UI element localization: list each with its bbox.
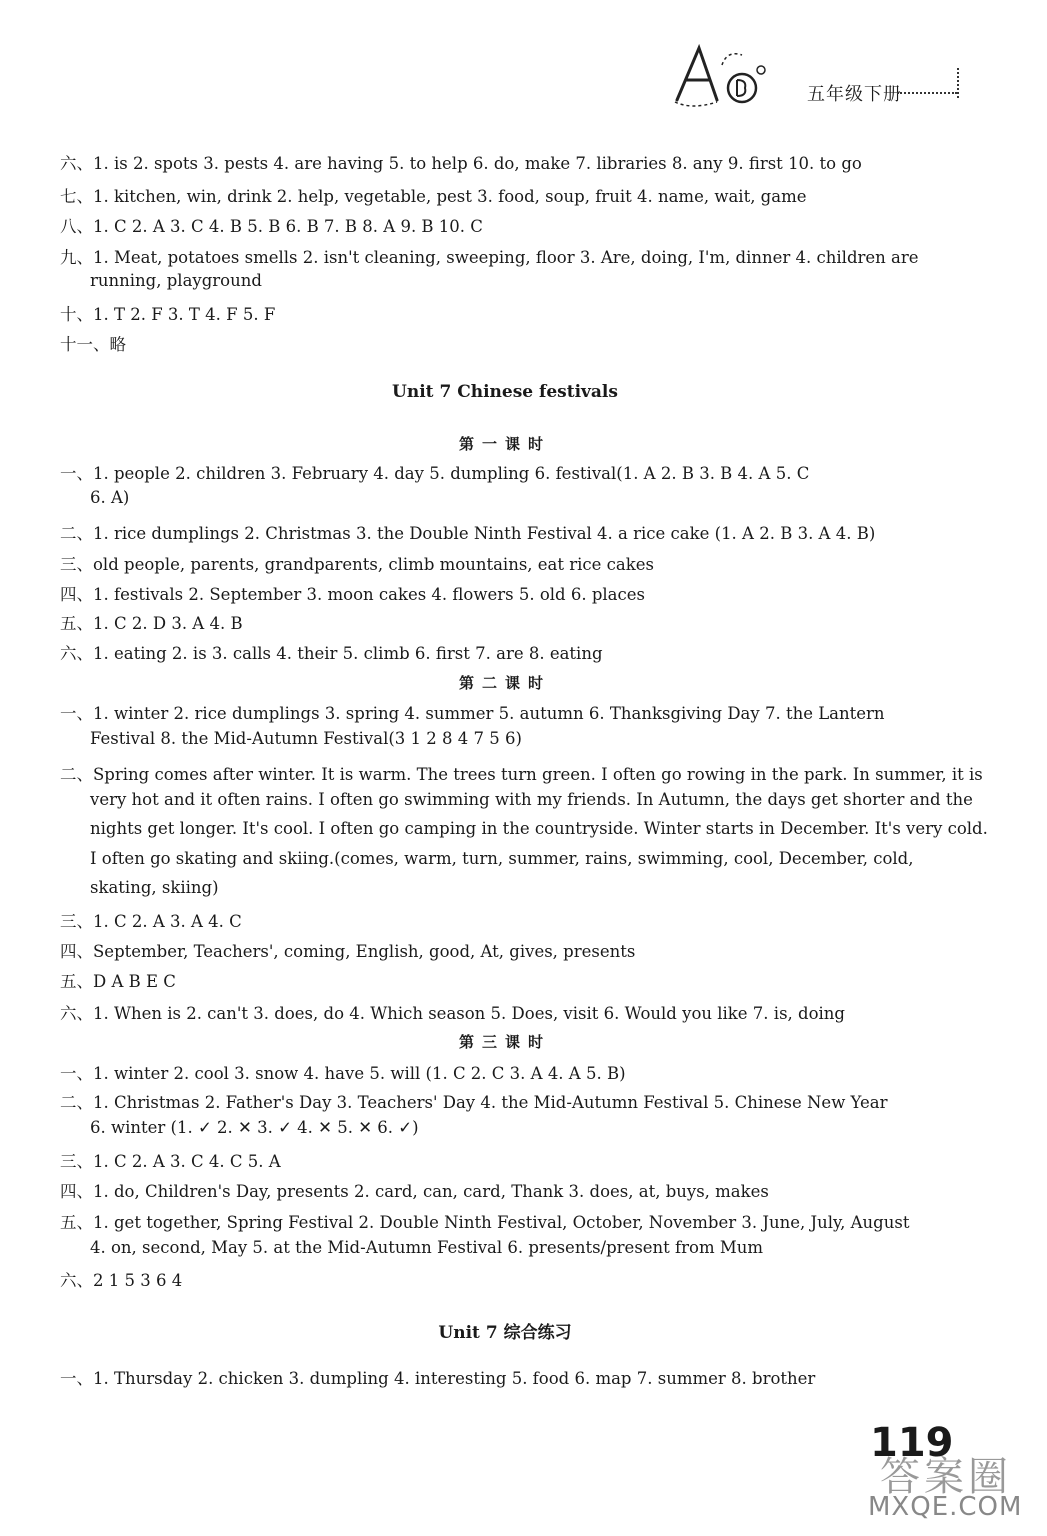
answer-line: 八、1. C 2. A 3. C 4. B 5. B 6. B 7. B 8. A 9. B 10. C xyxy=(60,217,483,236)
answer-line: 五、1. C 2. D 3. A 4. B xyxy=(60,614,243,633)
page-number: 119 xyxy=(870,1420,954,1466)
watermark-cn: 答案圈 xyxy=(880,1454,1012,1500)
answer-line: nights get longer. It's cool. I often go camping in the countryside. Winter starts in December. It's very cold. xyxy=(90,819,988,838)
answer-line: 五、1. get together, Spring Festival 2. Double Ninth Festival, October, November 3. June, July, August xyxy=(60,1213,910,1232)
answer-line: 六、1. is 2. spots 3. pests 4. are having 5. to help 6. do, make 7. libraries 8. any 9. first 10. to go xyxy=(60,154,862,173)
answer-line: 六、1. When is 2. can't 3. does, do 4. Which season 5. Does, visit 6. Would you like 7. is, doing xyxy=(60,1004,845,1023)
answer-line: 十一、略 xyxy=(60,335,126,354)
lesson-heading: 第二课时 xyxy=(458,674,551,692)
answer-line: 6. winter (1. ✓ 2. ✕ 3. ✓ 4. ✕ 5. ✕ 6. ✓) xyxy=(90,1118,419,1137)
grade-label: 五年级下册 xyxy=(807,84,902,105)
answer-line: 一、1. people 2. children 3. February 4. day 5. dumpling 6. festival(1. A 2. B 3. B 4. A 5. C xyxy=(60,464,810,483)
answer-line: 七、1. kitchen, win, drink 2. help, vegetable, pest 3. food, soup, fruit 4. name, wait, game xyxy=(60,187,807,206)
unit-title: Unit 7 Chinese festivals xyxy=(392,382,618,402)
answer-line: 四、1. festivals 2. September 3. moon cakes 4. flowers 5. old 6. places xyxy=(60,585,645,604)
answer-line: 一、1. Thursday 2. chicken 3. dumpling 4. interesting 5. food 6. map 7. summer 8. brother xyxy=(60,1369,816,1388)
answer-line: 四、September, Teachers', coming, English, good, At, gives, presents xyxy=(60,942,636,961)
lesson-heading: 第一课时 xyxy=(458,435,551,453)
ab-logo-icon xyxy=(667,40,807,110)
answer-line: 六、1. eating 2. is 3. calls 4. their 5. climb 6. first 7. are 8. eating xyxy=(60,644,603,663)
lesson-heading: 第三课时 xyxy=(458,1033,551,1051)
watermark-url: MXQE.COM xyxy=(868,1492,1023,1522)
answer-line: 二、1. rice dumplings 2. Christmas 3. the Double Ninth Festival 4. a rice cake (1. A 2. B 3. A 4. B) xyxy=(60,524,876,543)
answer-line: running, playground xyxy=(90,271,262,290)
answer-line: 三、old people, parents, grandparents, climb mountains, eat rice cakes xyxy=(60,555,654,574)
answer-line: 九、1. Meat, potatoes smells 2. isn't cleaning, sweeping, floor 3. Are, doing, I'm, dinner 4. children are xyxy=(60,248,919,267)
answer-line: 一、1. winter 2. rice dumplings 3. spring 4. summer 5. autumn 6. Thanksgiving Day 7. the Lantern xyxy=(60,704,885,723)
answer-line: 6. A) xyxy=(90,488,130,507)
answer-line: 六、2 1 5 3 6 4 xyxy=(60,1271,183,1290)
answer-line: 4. on, second, May 5. at the Mid-Autumn Festival 6. presents/present from Mum xyxy=(90,1238,764,1257)
answer-line: I often go skating and skiing.(comes, warm, turn, summer, rains, swimming, cool, December, cold, xyxy=(90,849,914,868)
answer-line: 二、1. Christmas 2. Father's Day 3. Teachers' Day 4. the Mid-Autumn Festival 5. Chinese New Year xyxy=(60,1093,888,1112)
header-divider xyxy=(897,92,957,94)
answer-line: 十、1. T 2. F 3. T 4. F 5. F xyxy=(60,305,276,324)
page-header xyxy=(667,40,957,110)
header-border xyxy=(957,68,959,98)
answer-line: very hot and it often rains. I often go swimming with my friends. In Autumn, the days get shorter and the xyxy=(90,790,973,809)
answer-line: 一、1. winter 2. cool 3. snow 4. have 5. will (1. C 2. C 3. A 4. A 5. B) xyxy=(60,1064,626,1083)
answer-line: 四、1. do, Children's Day, presents 2. card, can, card, Thank 3. does, at, buys, makes xyxy=(60,1182,769,1201)
review-title: Unit 7 综合练习 xyxy=(438,1323,572,1343)
answer-line: skating, skiing) xyxy=(90,878,219,897)
answer-line: 三、1. C 2. A 3. A 4. C xyxy=(60,912,242,931)
answer-line: 二、Spring comes after winter. It is warm. The trees turn green. I often go rowing in the park. In summer, it is xyxy=(60,765,983,784)
answer-line: 三、1. C 2. A 3. C 4. C 5. A xyxy=(60,1152,281,1171)
answer-line: Festival 8. the Mid-Autumn Festival(3 1 2 8 4 7 5 6) xyxy=(90,729,522,748)
answer-line: 五、D A B E C xyxy=(60,972,176,991)
